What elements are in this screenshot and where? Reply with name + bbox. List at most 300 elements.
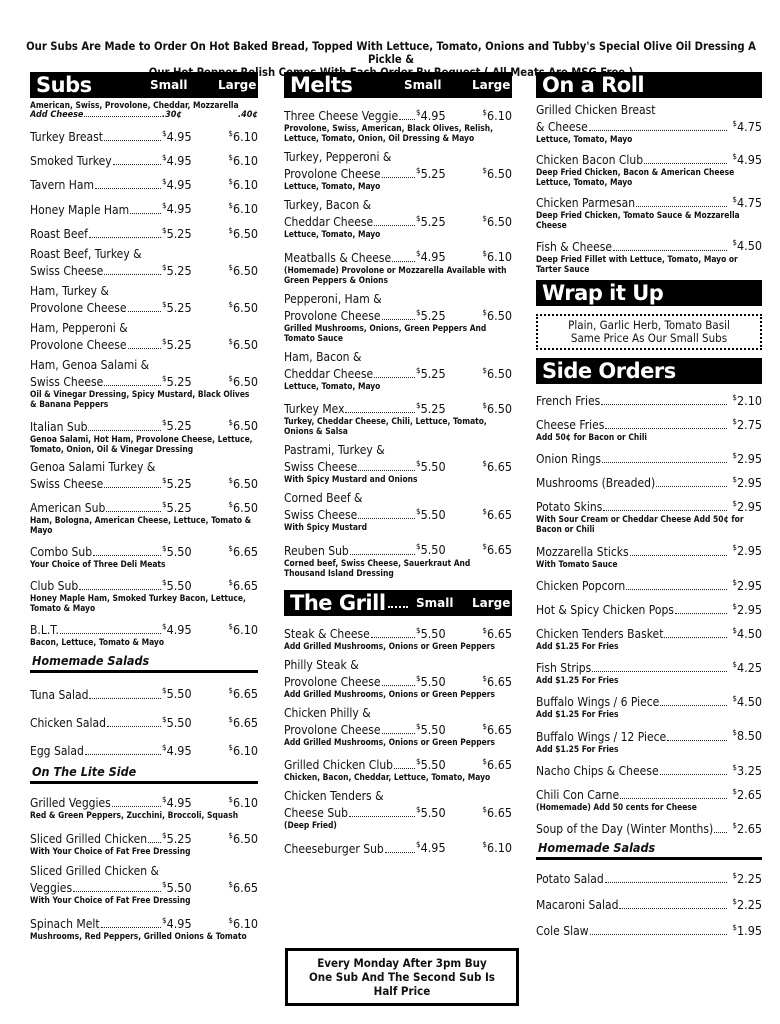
menu-item (30, 416, 258, 453)
item-description: Deep Fried Chicken, Tomato Sauce & Mozzarella Cheese (536, 210, 740, 231)
item-row (30, 914, 258, 931)
menu-item (284, 659, 512, 699)
small-price: $5.25 (416, 400, 446, 417)
item-name: Cheddar Cheese (284, 367, 374, 381)
item-name: Onion Rings (536, 453, 602, 467)
roll-header (536, 72, 762, 98)
item-price: $2.95 (732, 577, 762, 593)
large-price: $6.65 (228, 880, 258, 896)
item-name-line: Chicken Philly & (284, 705, 371, 720)
menu-item (536, 819, 762, 836)
item-row (536, 193, 762, 210)
large-price: $6.50 (228, 475, 258, 491)
item-row (284, 540, 512, 557)
item-price: $4.75 (732, 119, 762, 135)
salads-list-2 (536, 869, 762, 938)
small-price: $4.95 (162, 177, 192, 193)
large-label: Large (472, 78, 511, 92)
item-description: Provolone, Swiss, American, Black Olives, Relish, Lettuce, Tomato, Onion, Oil Dressing & Mayo (284, 123, 493, 144)
item-name: Steak & Cheese (284, 627, 370, 641)
item-price: $2.95 (732, 450, 762, 467)
item-name: B.L.T. (30, 624, 59, 638)
item-row (284, 106, 512, 123)
item-description: (Homemade) Provolone or Mozzarella Available with Green Peppers & Onions (284, 264, 507, 285)
cheese-large-price: .40¢ (238, 110, 258, 120)
roll-title: On a Roll (542, 73, 645, 97)
menu-item (30, 285, 258, 315)
item-description: Lettuce, Tomato, Mayo (284, 380, 381, 391)
item-price: $2.25 (732, 897, 762, 913)
item-row (536, 921, 762, 938)
large-price: $6.50 (228, 337, 258, 353)
item-row (536, 761, 762, 778)
menu-item (30, 865, 258, 905)
large-price: $6.65 (482, 721, 512, 738)
small-price: $5.50 (416, 507, 446, 523)
menu-item (284, 838, 512, 855)
item-name: Provolone Cheese (284, 675, 381, 689)
menu-item (30, 829, 258, 856)
item-name: Turkey Mex (284, 403, 345, 417)
sides-list (536, 391, 762, 836)
grill-title: The Grill (290, 590, 386, 615)
cheese-small-price: .30¢ (162, 110, 182, 120)
item-row (536, 150, 762, 167)
item-row (284, 672, 512, 689)
menu-item (536, 473, 762, 490)
large-price: $6.50 (482, 214, 512, 230)
item-price: $2.65 (732, 820, 762, 836)
item-name: Tavern Ham (30, 179, 95, 193)
item-row (30, 542, 258, 559)
menu-item (284, 351, 512, 391)
item-description: Oil & Vinegar Dressing, Spicy Mustard, Black Olives & Banana Peppers (30, 389, 250, 410)
large-price: $6.10 (228, 129, 258, 145)
item-row (30, 199, 258, 216)
small-price: $5.25 (162, 830, 192, 847)
small-price: $4.95 (416, 108, 446, 124)
menu-item (536, 104, 762, 144)
lite-list (30, 793, 258, 942)
item-price: $2.95 (732, 499, 762, 515)
large-price: $6.65 (228, 686, 258, 702)
item-name: Three Cheese Veggie (284, 110, 399, 124)
small-price: $5.25 (162, 499, 192, 515)
item-row (536, 391, 762, 408)
item-description: Add $1.25 For Fries (536, 709, 619, 720)
item-description: Bacon, Lettuce, Tomato & Mayo (30, 637, 165, 648)
menu-item (284, 199, 512, 239)
item-row (284, 399, 512, 416)
item-row (30, 741, 258, 758)
small-price: $5.50 (416, 673, 446, 689)
item-name-line: Corned Beef & (284, 491, 363, 506)
item-row (30, 175, 258, 192)
item-price: $2.95 (732, 543, 762, 559)
large-price: $6.10 (482, 249, 512, 265)
item-name: Turkey Breast (30, 131, 104, 145)
item-description: Genoa Salami, Hot Ham, Provolone Cheese, Lettuce, Tomato, Onion, Oil & Vinegar Dressing (30, 433, 253, 454)
item-description: Add $1.25 For Fries (536, 743, 619, 754)
item-description: With Tomato Sauce (536, 558, 618, 569)
menu-item (30, 175, 258, 192)
menu-item (284, 707, 512, 747)
item-row (30, 498, 258, 515)
small-price: $5.25 (416, 214, 446, 230)
menu-item (536, 497, 762, 534)
small-price: $4.95 (162, 916, 192, 932)
small-price: $4.95 (416, 249, 446, 265)
roll-list (536, 104, 762, 274)
item-name: Buffalo Wings / 6 Piece (536, 696, 660, 710)
small-price: $4.95 (162, 742, 192, 758)
large-price: $6.65 (482, 507, 512, 523)
item-row (284, 247, 512, 264)
item-name: Hot & Spicy Chicken Pops (536, 603, 674, 617)
item-price: $4.50 (732, 625, 762, 642)
item-description: Grilled Mushrooms, Onions, Green Peppers And Tomato Sauce (284, 322, 487, 343)
column-subs (30, 72, 258, 941)
small-price: $5.25 (162, 337, 192, 353)
item-description: With Spicy Mustard (284, 522, 368, 533)
small-price: $4.95 (162, 201, 192, 217)
menu-item (536, 236, 762, 273)
item-description: Add $1.25 For Fries (536, 675, 619, 686)
item-price: $1.95 (732, 923, 762, 939)
item-name: Provolone Cheese (284, 724, 381, 738)
item-row (536, 869, 762, 886)
large-label: Large (218, 78, 257, 92)
menu-item (30, 224, 258, 241)
item-description: With Your Choice of Fat Free Dressing (30, 846, 191, 857)
menu-item (536, 150, 762, 187)
item-name: Tuna Salad (30, 688, 89, 702)
menu-item (536, 541, 762, 568)
homemade-salads-title-2: Homemade Salads (536, 838, 762, 860)
large-price: $6.65 (228, 543, 258, 560)
subs-title: Subs (36, 73, 92, 97)
item-price: $8.50 (732, 728, 762, 744)
small-price: $5.50 (162, 880, 192, 896)
large-price: $6.10 (228, 916, 258, 932)
menu-item (30, 793, 258, 820)
small-price: $5.50 (162, 686, 192, 702)
menu-item (284, 444, 512, 484)
large-price: $6.50 (228, 418, 258, 434)
small-price: $5.50 (162, 714, 192, 730)
item-description: Ham, Bologna, American Cheese, Lettuce, Tomato & Mayo (30, 514, 252, 535)
item-name: Sliced Grilled Chicken (30, 833, 148, 847)
column-roll (536, 72, 762, 938)
small-price: $5.50 (416, 625, 446, 641)
large-price: $6.50 (228, 374, 258, 390)
small-price: $5.50 (416, 721, 446, 738)
item-description: Add Grilled Mushrooms, Onions or Green Peppers (284, 640, 495, 651)
large-price: $6.50 (228, 830, 258, 847)
item-description: Deep Fried Chicken, Bacon & American Cheese Lettuce, Tomato, Mayo (536, 167, 735, 188)
item-row (284, 755, 512, 772)
small-price: $4.95 (162, 622, 192, 638)
item-row (284, 164, 512, 181)
menu-item (536, 785, 762, 812)
item-name-line: Sliced Grilled Chicken & (30, 864, 159, 879)
small-price: $5.25 (162, 262, 192, 278)
item-name: Grilled Chicken Club (284, 759, 394, 773)
menu-item (30, 576, 258, 613)
menu-item (30, 741, 258, 758)
menu-item (30, 127, 258, 144)
large-price: $6.65 (482, 542, 512, 558)
cheese-note: American, Swiss, Provolone, Cheddar, Mozzarella (30, 100, 239, 110)
small-label: Small (150, 78, 188, 92)
sides-title: Side Orders (542, 358, 676, 383)
item-name: French Fries (536, 394, 601, 408)
item-row (30, 878, 258, 895)
item-name: Swiss Cheese (30, 477, 104, 491)
menu-item (536, 193, 762, 230)
item-row (536, 600, 762, 617)
item-price: $2.95 (732, 601, 762, 617)
large-price: $6.10 (228, 794, 258, 810)
small-price: $5.50 (162, 578, 192, 594)
menu-item (536, 692, 762, 719)
item-row (30, 335, 258, 352)
small-label: Small (416, 595, 454, 610)
item-price: $2.10 (732, 392, 762, 408)
item-name-line: Turkey, Pepperoni & (284, 150, 392, 165)
item-name: Grilled Veggies (30, 796, 111, 810)
menu-item (536, 921, 762, 938)
large-price: $6.65 (228, 578, 258, 594)
small-price: $5.25 (162, 418, 192, 434)
item-name: Cheeseburger Sub (284, 842, 384, 856)
small-price: $5.50 (416, 805, 446, 821)
menu-item (536, 761, 762, 778)
item-description: Deep Fried Fillet with Lettuce, Tomato, Mayo or Tarter Sauce (536, 253, 738, 274)
item-row (284, 838, 512, 855)
large-price: $6.50 (482, 400, 512, 417)
small-price: $5.50 (416, 757, 446, 773)
item-name: & Cheese (536, 121, 588, 135)
item-row (536, 117, 762, 134)
item-row (30, 298, 258, 315)
item-row (30, 793, 258, 810)
menu-item (30, 248, 258, 278)
item-row (536, 415, 762, 432)
large-price: $6.50 (482, 166, 512, 182)
item-row (30, 829, 258, 846)
item-price: $4.25 (732, 660, 762, 676)
menu-item (536, 415, 762, 442)
small-price: $5.25 (162, 225, 192, 241)
menu-item (30, 461, 258, 491)
item-name: Mushrooms (Breaded) (536, 477, 656, 491)
item-row (284, 364, 512, 381)
item-row (536, 726, 762, 743)
item-row (30, 151, 258, 168)
item-description: With Sour Cream or Cheddar Cheese Add 50¢ for Bacon or Chili (536, 514, 744, 535)
menu-item (284, 399, 512, 436)
item-description: Lettuce, Tomato, Mayo (284, 181, 381, 192)
item-description: (Homemade) Add 50 cents for Cheese (536, 801, 697, 812)
item-name: Meatballs & Cheese (284, 251, 392, 265)
menu-item (284, 540, 512, 577)
item-name: Chicken Bacon Club (536, 154, 644, 168)
item-name: Reuben Sub (284, 544, 349, 558)
small-price: $5.25 (162, 299, 192, 316)
melts-header (284, 72, 512, 98)
item-row (284, 457, 512, 474)
item-name: Chicken Salad (30, 716, 107, 730)
item-name: Potato Skins (536, 501, 603, 515)
small-price: $5.25 (162, 374, 192, 390)
item-name: Chicken Popcorn (536, 579, 626, 593)
item-row (30, 620, 258, 637)
item-name-line: Ham, Bacon & (284, 349, 362, 364)
small-price: $5.25 (416, 365, 446, 381)
item-name-line: Turkey, Bacon & (284, 198, 372, 213)
item-name: Nacho Chips & Cheese (536, 764, 659, 778)
item-name: Cheddar Cheese (284, 216, 374, 230)
subs-header (30, 72, 258, 98)
item-name-line: Pepperoni, Ham & (284, 291, 382, 306)
item-row (536, 576, 762, 593)
item-row (536, 624, 762, 641)
item-price: $4.50 (732, 238, 762, 254)
sides-header (536, 358, 762, 384)
large-price: $6.65 (482, 757, 512, 773)
item-row (30, 576, 258, 593)
wrap-title: Wrap it Up (542, 280, 664, 305)
large-price: $6.50 (482, 307, 512, 323)
intro-text: Our Subs Are Made to Order On Hot Baked Bread, Topped With Lettuce, Tomato, Onions and Tubby's Special Olive Oil Dressing A Pickle & Meats (26, 40, 756, 79)
small-price: $4.95 (162, 794, 192, 810)
menu-item (536, 449, 762, 466)
item-row (536, 658, 762, 675)
large-price: $6.65 (482, 673, 512, 689)
item-row (30, 684, 258, 701)
item-row (536, 895, 762, 912)
item-name-line: Pastrami, Turkey & (284, 443, 385, 458)
large-price: $6.50 (228, 225, 258, 241)
item-name: Potato Salad (536, 873, 604, 887)
item-name: Buffalo Wings / 12 Piece (536, 730, 667, 744)
subs-list (30, 127, 258, 647)
menu-item (284, 293, 512, 343)
item-description: Add $1.25 For Fries (536, 641, 619, 652)
item-description: (Deep Fried) (284, 820, 337, 831)
large-price: $6.50 (228, 299, 258, 316)
item-name: Provolone Cheese (284, 309, 381, 323)
item-name: Cole Slaw (536, 925, 589, 939)
item-name-line: Chicken Tenders & (284, 789, 384, 804)
item-row (30, 474, 258, 491)
monday-special-box: Every Monday After 3pm Buy One Sub And The Second Sub Is Half Price (285, 948, 519, 1006)
item-name: Swiss Cheese (30, 264, 104, 278)
item-price: $4.75 (732, 195, 762, 211)
menu-item (30, 542, 258, 569)
grill-list (284, 624, 512, 856)
item-row (536, 497, 762, 514)
item-name-line: Ham, Turkey & (30, 283, 109, 298)
item-row (284, 720, 512, 737)
item-name: Provolone Cheese (284, 168, 381, 182)
item-name: Swiss Cheese (30, 376, 104, 390)
item-description: Add 50¢ for Bacon or Chili (536, 431, 647, 442)
small-price: $5.25 (416, 166, 446, 182)
menu-item (536, 391, 762, 408)
item-name: Italian Sub (30, 420, 88, 434)
item-row (536, 236, 762, 253)
large-price: $6.65 (482, 459, 512, 475)
item-row (30, 224, 258, 241)
wrap-header (536, 280, 762, 306)
item-description: Honey Maple Ham, Smoked Turkey Bacon, Lettuce, Tomato & Mayo (30, 593, 246, 614)
large-price: $6.10 (228, 177, 258, 193)
item-name: Club Sub (30, 580, 79, 594)
small-price: $5.25 (416, 307, 446, 323)
small-price: $4.95 (162, 153, 192, 169)
item-description: Chicken, Bacon, Cheddar, Lettuce, Tomato, Mayo (284, 772, 491, 783)
item-row (30, 713, 258, 730)
item-name: Cheese Fries (536, 418, 605, 432)
item-row (284, 306, 512, 323)
item-name-line: Grilled Chicken Breast (536, 103, 656, 117)
item-row (284, 624, 512, 641)
item-price: $2.25 (732, 870, 762, 887)
add-cheese-row: Add Cheese .30¢ .40¢ (30, 110, 258, 120)
menu-item (30, 914, 258, 941)
menu-item (536, 600, 762, 617)
item-name: Smoked Turkey (30, 155, 112, 169)
item-name: Provolone Cheese (30, 302, 127, 316)
menu-item (30, 498, 258, 535)
item-name: Chicken Parmesan (536, 197, 636, 211)
item-price: $4.50 (732, 694, 762, 710)
grill-header (284, 590, 512, 616)
melts-title: Melts (290, 73, 353, 97)
item-description: Your Choice of Three Deli Meats (30, 559, 166, 570)
item-row (284, 803, 512, 820)
item-row (30, 416, 258, 433)
menu-item (284, 151, 512, 191)
small-price: $4.95 (162, 129, 192, 145)
menu-item (30, 199, 258, 216)
menu-item (284, 492, 512, 532)
item-name: Swiss Cheese (284, 509, 358, 523)
item-row (284, 212, 512, 229)
menu-item (536, 869, 762, 886)
column-melts (284, 72, 512, 856)
item-description: Turkey, Cheddar Cheese, Chili, Lettuce, Tomato, Onions & Salsa (284, 416, 487, 437)
item-name: Veggies (30, 882, 73, 896)
item-name: Provolone Cheese (30, 339, 127, 353)
large-label: Large (472, 595, 511, 610)
large-price: $6.65 (482, 805, 512, 821)
item-name-line: Ham, Pepperoni & (30, 321, 128, 336)
item-row (536, 692, 762, 709)
item-description: Corned beef, Swiss Cheese, Sauerkraut And Thousand Island Dressing (284, 557, 471, 578)
salads-list (30, 684, 258, 757)
menu-item (30, 684, 258, 701)
menu-item (536, 726, 762, 753)
item-name-line: Genoa Salami Turkey & (30, 459, 156, 474)
item-description: Red & Green Peppers, Zucchini, Broccoli, Squash (30, 809, 239, 820)
item-name: Roast Beef (30, 227, 88, 241)
item-description: Add Grilled Mushrooms, Onions or Green Peppers (284, 688, 495, 699)
small-price: $5.50 (416, 459, 446, 475)
large-price: $6.10 (228, 201, 258, 217)
